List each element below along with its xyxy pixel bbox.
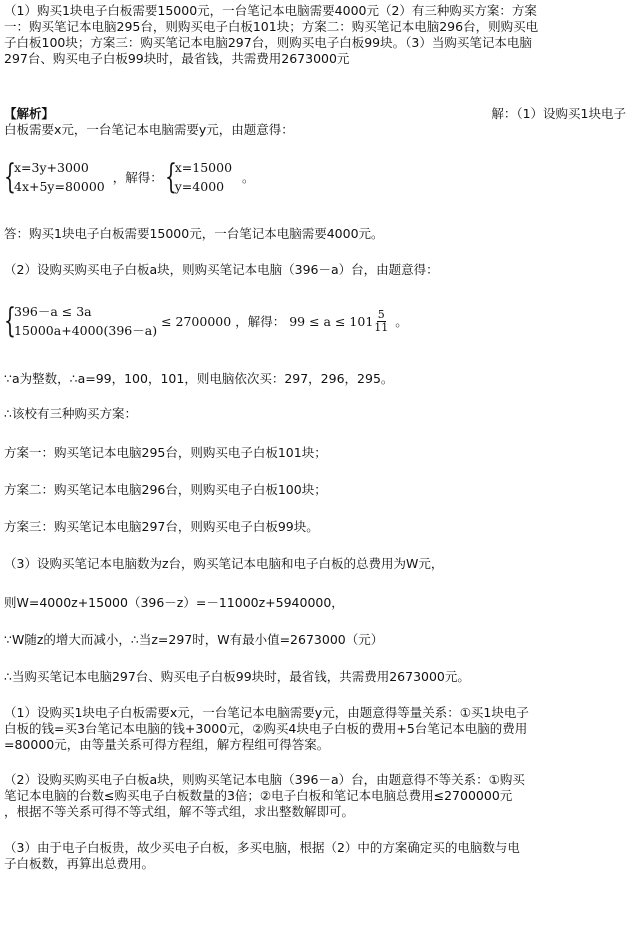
left-brace: { <box>164 157 177 197</box>
part-3-intro: （3）设购买笔记本电脑数为z台，购买笔记本电脑和电子白板的总费用为W元， <box>4 556 444 571</box>
fraction <box>374 309 388 334</box>
solution-x: x=15000 <box>174 160 233 175</box>
note-1-line-3: =80000元，由等量关系可得方程组，解方程组可得答案。 <box>4 737 330 752</box>
answer-part-1: 答：购买1块电子白板需要15000元，一台笔记本电脑需要4000元。 <box>4 226 384 241</box>
w-expression: 则W=4000z+15000（396－z）=－11000z+5940000， <box>4 595 344 610</box>
period: 。 <box>242 170 255 185</box>
equation-2: 4x+5y=80000 <box>14 179 105 194</box>
w-decreasing: ∵W随z的增大而减小，∴当z=297时，W有最小值=2673000（元） <box>4 632 384 647</box>
solution-y: y=4000 <box>174 179 225 194</box>
three-plans: ∴该校有三种购买方案： <box>4 406 137 421</box>
note-1-line-1: （1）设购买1块电子白板需要x元，一台笔记本电脑需要y元，由题意得等量关系：①买1块电子 <box>4 705 529 720</box>
plan-1: 方案一：购买笔记本电脑295台，则购买电子白板101块； <box>4 445 327 460</box>
answer-line-1: （1）购买1块电子白板需要15000元，一台笔记本电脑需要4000元（2）有三种购买方案：方案 <box>4 3 537 18</box>
inequality-2-left: 15000a+4000(396－a) <box>14 323 158 338</box>
note-1-line-2: 白板的钱=买3台笔记本电脑的钱+3000元，②购买4块电子白板的费用+5台笔记本电脑的费用 <box>4 721 528 736</box>
inequality-1: 396－a ≤ 3a <box>14 304 92 319</box>
note-3-line-1: （3）由于电子白板贵，故少买电子白板，多买电脑，根据（2）中的方案确定买的电脑数与电 <box>4 840 520 855</box>
solve-label: ，解得： <box>235 314 286 329</box>
equation-1: x=3y+3000 <box>14 160 89 175</box>
solution-range: 99 ≤ a ≤ 101 <box>289 313 374 329</box>
answer-line-2: 一：购买笔记本电脑295台，则购买电子白板101块；方案二：购买笔记本电脑296台，则购买电 <box>4 19 539 34</box>
analysis-intro-right: 解：（1）设购买1块电子 <box>491 106 626 121</box>
answer-line-3: 子白板100块；方案三：购买笔记本电脑297台，则购买电子白板99块。（3）当购买笔记本电脑 <box>4 35 532 50</box>
plan-3: 方案三：购买笔记本电脑297台，则购买电子白板99块。 <box>4 519 319 534</box>
answer-line-4: 297台、购买电子白板99块时，最省钱，共需费用2673000元 <box>4 51 350 66</box>
inequality-2-right: ≤ 2700000 <box>161 313 232 329</box>
left-brace: { <box>4 157 16 197</box>
inequality-solution <box>289 309 389 334</box>
note-2-line-1: （2）设购买购买电子白板a块，则购买笔记本电脑（396－a）台，由题意得不等关系：①购买 <box>4 772 525 787</box>
analysis-label: 【解析】 <box>4 106 55 121</box>
fraction-numerator: 5 <box>377 307 385 321</box>
period: 。 <box>395 314 408 329</box>
solve-label: ，解得： <box>112 170 163 185</box>
note-2-line-2: 笔记本电脑的台数≤购买电子白板数量的3倍；②电子白板和笔记本电脑总费用≤2700000元 <box>4 788 513 803</box>
note-2-line-3: ，根据不等关系可得不等式组，解不等式组，求出整数解即可。 <box>4 804 355 819</box>
integer-line: ∵a为整数，∴a=99，100，101，则电脑依次买：297，296，295。 <box>4 371 394 386</box>
inequality-system <box>4 302 408 340</box>
analysis-intro-left: 白板需要x元，一台笔记本电脑需要y元，由题意得： <box>4 122 294 137</box>
equation-system-1 <box>4 158 255 196</box>
part-2-intro: （2）设购买购买电子白板a块，则购买笔记本电脑（396－a）台，由题意得： <box>4 262 439 277</box>
left-brace: { <box>4 301 16 341</box>
fraction-denominator: 11 <box>374 320 389 334</box>
plan-2: 方案二：购买笔记本电脑296台，则购买电子白板100块； <box>4 482 327 497</box>
conclusion: ∴当购买笔记本电脑297台、购买电子白板99块时，最省钱，共需费用2673000元。 <box>4 669 470 684</box>
note-3-line-2: 子白板数，再算出总费用。 <box>4 856 155 871</box>
